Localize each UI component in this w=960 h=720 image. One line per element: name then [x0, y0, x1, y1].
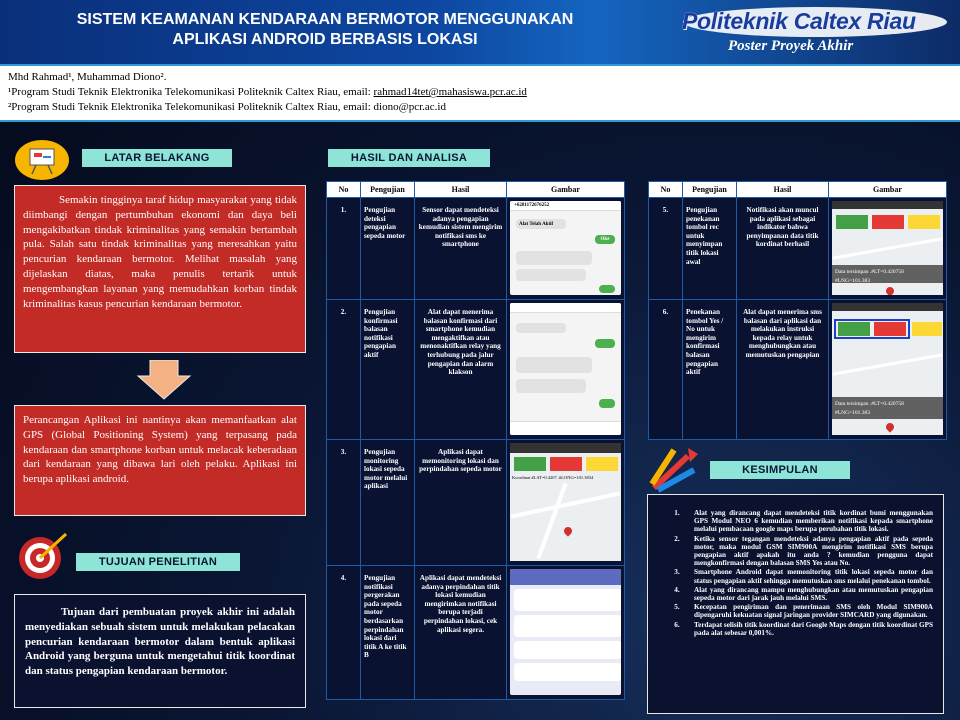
col-header-pengujian: Pengujian	[361, 182, 415, 198]
map-coordinate: Koordinat #LAT=0.4207..#LONG=101.3834	[512, 475, 594, 480]
results-table-right	[648, 181, 947, 440]
notification-card[interactable]	[514, 589, 621, 611]
list-item-text: Smartphone Android dapat memonitoring titik lokasi sepeda motor dan status pengapian aktif sehingga memutuskan sms melalui penekanan tombol.	[694, 568, 933, 585]
list-item	[660, 621, 933, 637]
col-header-no: No	[327, 182, 361, 198]
row-pengujian: Pengujian deteksi pengapian sepeda motor	[361, 198, 415, 300]
list-item-text: Kecepatan pengiriman dan penerimaan SMS oleh Modul SIM900A dipengaruhi kekuatan signal jaringan provider SIMCARD yang digunakan.	[694, 603, 933, 620]
list-item-number: 5.	[674, 603, 680, 612]
affiliation-2	[8, 100, 952, 115]
sms-reply: Oke	[595, 235, 615, 244]
yes-button[interactable]	[586, 457, 618, 471]
map-road	[511, 492, 620, 519]
table-header-row	[327, 182, 625, 198]
results-table-left	[326, 181, 625, 700]
list-item-text: Alat yang dirancang dapat mendeteksi titik kordinat bumi menggunakan GPS Modul NEO 6 kemudian memberikan notifikasi kepada smartphone melalui pembacaan google maps berupa perubahan titik lokasi.	[694, 509, 933, 534]
notification-screenshot	[507, 566, 625, 700]
map-road	[833, 353, 943, 375]
poster-title	[20, 10, 630, 50]
table-row	[327, 566, 625, 700]
map-road	[536, 483, 567, 560]
rec-button[interactable]	[838, 322, 870, 336]
sms-screenshot	[507, 300, 625, 440]
map-screenshot	[507, 440, 625, 566]
table-row	[327, 440, 625, 566]
col-header-gambar: Gambar	[829, 182, 947, 198]
yes-button[interactable]	[908, 215, 940, 229]
kesimpulan-list	[660, 509, 933, 637]
row-pengujian: Penekanan tombol Yes / No untuk mengirim konfirmasi balasan pengapian aktif	[683, 300, 737, 440]
sms-input-bar	[510, 421, 621, 435]
section-label-tujuan-penelitian: TUJUAN PENELITIAN	[76, 553, 240, 571]
section-label-latar-belakang: LATAR BELAKANG	[82, 149, 232, 167]
institution-logo: Politeknik Caltex Riau	[682, 8, 916, 34]
list-item	[660, 509, 933, 534]
affiliation-1-text: ¹Program Studi Teknik Elektronika Telekomunikasi Politeknik Caltex Riau, email:	[8, 86, 374, 98]
list-item-number: 4.	[674, 585, 680, 594]
rec-button[interactable]	[836, 215, 868, 229]
title-line-2: APLIKASI ANDROID BERBASIS LOKASI	[172, 31, 478, 48]
row-pengujian: Pengujian penekanan tombol rec untuk menyimpan titik lokasi awal	[683, 198, 737, 300]
affiliation-2-text: ²Program Studi Teknik Elektronika Telekomunikasi Politeknik Caltex Riau, email:	[8, 101, 374, 113]
table-row	[327, 198, 625, 300]
col-header-pengujian: Pengujian	[683, 182, 737, 198]
list-item-text: Terdapat selisih titik koordinat dari Google Maps dengan titik koordinat GPS pada alat sebesar 0,001%.	[694, 620, 933, 637]
email-2: diono@pcr.ac.id	[373, 101, 446, 113]
affiliation-1	[8, 85, 952, 100]
location-pin-icon	[884, 421, 895, 432]
author-names: Mhd Rahmad¹, Muhammad Diono².	[8, 71, 167, 83]
table-row	[649, 300, 947, 440]
list-item-number: 3.	[674, 568, 680, 577]
row-hasil: Notifikasi akan muncul pada aplikasi sebagai indikator bahwa penyimpanan data titik kordinat berhasil	[737, 198, 829, 300]
status-bar	[832, 201, 943, 209]
no-button[interactable]	[550, 457, 582, 471]
row-number: 4.	[327, 566, 361, 700]
kesimpulan-box	[647, 494, 944, 714]
notification-card[interactable]	[514, 615, 621, 637]
down-arrow-icon	[136, 360, 192, 400]
latar-belakang-text: Semakin tingginya taraf hidup masyarakat yang tidak diimbangi dengan pertumbuhan ekonomi dan daya beli mengakibatkan tindak kriminalitas yang semakin bertambah pula. Salah satu tindak kriminalitas yang meresahkan yaitu pencurian kendaraan bermotor. Melihat masalah yang dijelaskan diatas, maka penulis tertarik untuk mengembangkan layanan yang memudahkan korban tindak kriminalitas kasus pencurian kendaraan bermotor.	[14, 185, 306, 353]
sms-bubble	[516, 323, 566, 333]
sms-header	[510, 303, 621, 313]
status-bar	[832, 303, 943, 311]
poster-subtitle: Poster Proyek Akhir	[728, 38, 854, 54]
col-header-hasil: Hasil	[737, 182, 829, 198]
sms-bubble: Alat Telah Aktif	[516, 219, 566, 229]
sms-bubble-link	[516, 251, 592, 265]
list-item-number: 6.	[674, 620, 680, 629]
row-pengujian: Pengujian konfirmasi balasan notifikasi pengapian aktif	[361, 300, 415, 440]
table-row	[327, 300, 625, 440]
list-item-number: 1.	[674, 509, 680, 517]
col-header-hasil: Hasil	[415, 182, 507, 198]
sms-reply-2	[599, 285, 615, 293]
list-item-text: Ketika sensor tegangan mendeteksi adanya pengapian aktif pada sepeda motor, maka modul GSM SIM900A mengirim notifikasi SMS berupa pengapian aktif apakah itu anda ? kemudian pengguna dapat mengkonfirmasi dengan balasan SMS Yes atau No.	[694, 534, 933, 568]
notification-card[interactable]	[514, 641, 621, 659]
sms-bubble-question	[516, 379, 586, 393]
title-line-1: SISTEM KEAMANAN KENDARAAN BERMOTOR MENGGUNAKAN	[76, 11, 574, 28]
app-screenshot	[829, 300, 947, 440]
table-row	[649, 198, 947, 300]
row-hasil: Alat dapat menerima sms balasan dari aplikasi dan melakukan instruksi kepada relay untuk menghubungkan atau memutuskan pengapian	[737, 300, 829, 440]
list-item-number: 2.	[674, 534, 680, 543]
row-pengujian: Pengujian monitoring lokasi sepeda motor melalui aplikasi	[361, 440, 415, 566]
col-header-gambar: Gambar	[507, 182, 625, 198]
section-label-hasil-analisa: HASIL DAN ANALISA	[328, 149, 490, 167]
sms-reply	[595, 339, 615, 348]
perancangan-text: Perancangan Aplikasi ini nantinya akan memanfaatkan alat GPS (Global Positioning System) yang terpasang pada kendaraan dan smartphone korban untuk melacak keberadaan dari kendaraan yang dibawa lari oleh pelaku. Aplikasi ini berupa aplikasi android.	[14, 405, 306, 516]
location-pin-icon	[884, 285, 895, 295]
row-number: 6.	[649, 300, 683, 440]
app-screenshot	[829, 198, 947, 300]
email-link-1[interactable]: rahmad14tet@mahasiswa.pcr.ac.id	[373, 86, 527, 98]
row-number: 5.	[649, 198, 683, 300]
map-road	[833, 237, 943, 259]
sms-screenshot	[507, 198, 625, 300]
section-label-kesimpulan: KESIMPULAN	[710, 461, 850, 479]
list-item	[660, 568, 933, 584]
presentation-board-icon	[14, 139, 70, 181]
header-banner	[0, 0, 960, 64]
no-button[interactable]	[872, 215, 904, 229]
row-hasil: Aplikasi dapat memonitoring lokasi dan perpindahan sepeda motor	[415, 440, 507, 566]
authors-block	[0, 64, 960, 122]
yes-button[interactable]	[912, 322, 942, 336]
row-hasil: Sensor dapat mendeteksi adanya pengapian kemudian sistem mengirim notifikasi sms ke smartphone	[415, 198, 507, 300]
toast-saved: Data tersimpan .#LT=0.420758 #LNG=101.383	[832, 397, 943, 419]
rec-button[interactable]	[514, 457, 546, 471]
toast-saved: Data tersimpan .#LT=0.420758 #LNG=101.383	[832, 265, 943, 283]
location-pin-icon	[562, 525, 573, 536]
col-header-no: No	[649, 182, 683, 198]
no-button[interactable]	[874, 322, 906, 336]
row-pengujian: Pengujian notifikasi pergerakan pada sepeda motor berdasarkan perpindahan lokasi dari titik A ke titik B	[361, 566, 415, 700]
notification-shade-header	[510, 569, 621, 585]
notification-card[interactable]	[514, 663, 621, 681]
row-hasil: Aplikasi dapat mendeteksi adanya perpindahan titik lokasi kemudian mengirimkan notifikasi berupa terjadi perpindahan lokasi, cek aplikasi segera.	[415, 566, 507, 700]
target-icon	[10, 528, 72, 582]
list-item	[660, 535, 933, 568]
row-number: 1.	[327, 198, 361, 300]
arrows-icon	[648, 444, 700, 494]
row-hasil: Alat dapat menerima balasan konfirmasi dari smartphone kemudian mengaktifkan atau menonaktifkan relay yang terhubung pada jalur pengapian dan alarm klakson	[415, 300, 507, 440]
sms-bubble-question	[516, 269, 586, 281]
tujuan-penelitian-text: Tujuan dari pembuatan proyek akhir ini adalah menyediakan sebuah sistem untuk melakukan pelacakan pencurian kendaraan bermotor dalam bentuk aplikasi Android yang berguna untuk mengetahui titik koordinat dan status pengapian kendaraan bermotor.	[14, 594, 306, 708]
table-header-row	[649, 182, 947, 198]
row-number: 2.	[327, 300, 361, 440]
list-item-text: Alat yang dirancang mampu menghubungkan atau memutuskan pengapian sepeda motor dari jarak jauh melalui SMS.	[694, 585, 933, 603]
list-item	[660, 603, 933, 619]
status-bar	[510, 443, 621, 453]
sms-bubble-link	[516, 357, 592, 373]
list-item	[660, 586, 933, 602]
sms-sender: +6281172676252	[510, 201, 621, 211]
row-number: 3.	[327, 440, 361, 566]
sms-reply-2	[599, 399, 615, 408]
